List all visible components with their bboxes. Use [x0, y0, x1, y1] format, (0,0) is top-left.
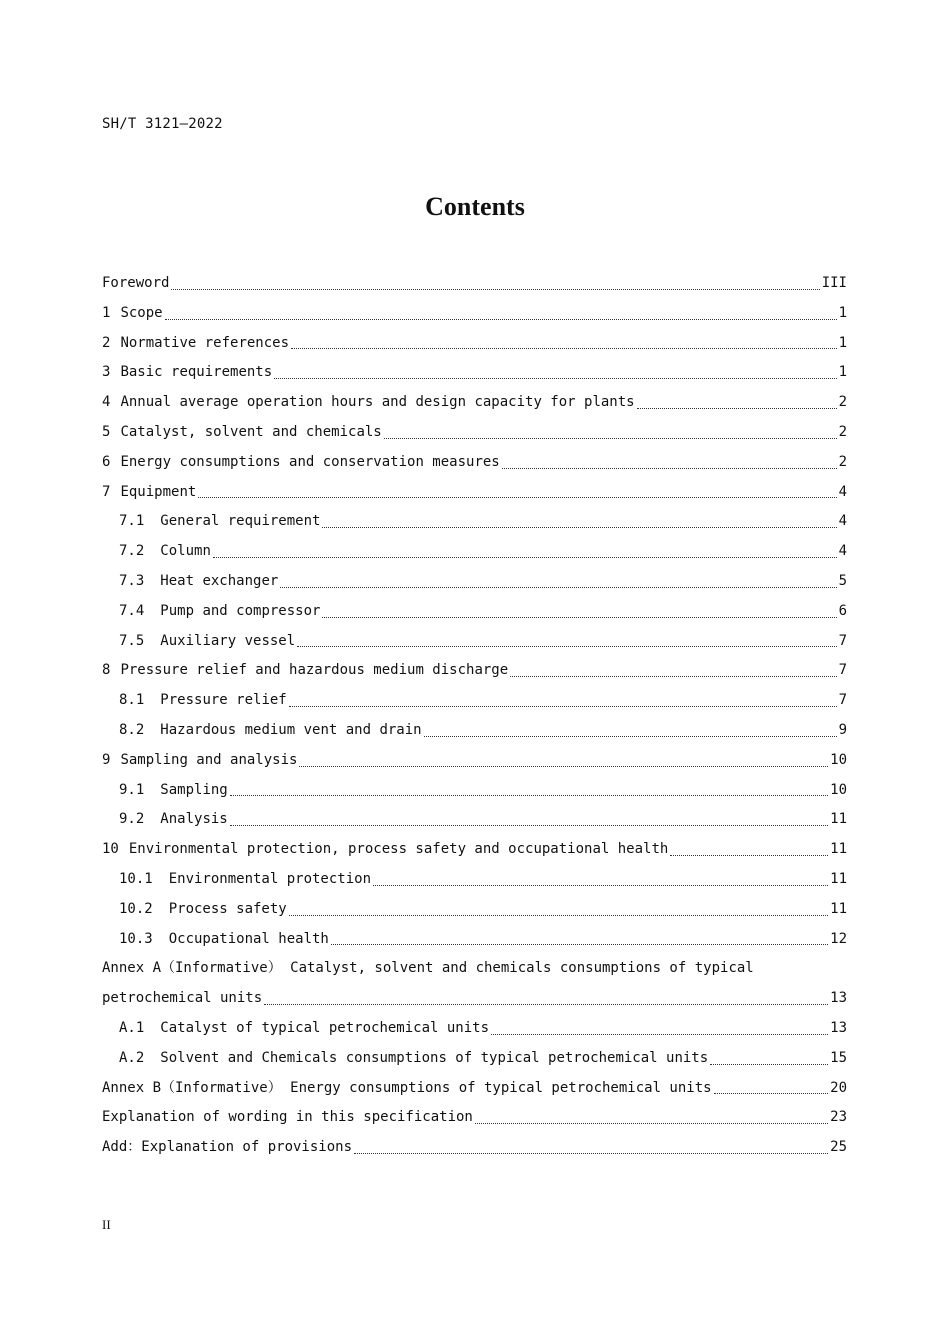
toc-entry-page: 11	[830, 841, 847, 858]
toc-entry[interactable]	[102, 567, 847, 597]
toc-entry-title: petrochemical units	[102, 990, 263, 1007]
dot-leader	[331, 943, 828, 945]
toc-entry-title: Equipment	[120, 483, 197, 500]
toc-entry-title: Sampling and analysis	[120, 751, 298, 768]
toc-entry[interactable]	[102, 805, 847, 835]
dot-leader	[637, 407, 837, 409]
toc-entry-number: 7.2	[119, 543, 145, 560]
toc-entry[interactable]	[102, 835, 847, 865]
toc-entry-page: 7	[838, 632, 847, 649]
dot-leader	[289, 705, 837, 707]
dot-leader	[297, 645, 836, 647]
toc-entry-title: General requirement	[160, 513, 321, 530]
toc-entry-page: 1	[838, 334, 847, 351]
toc-entry-page: 1	[838, 364, 847, 381]
toc-entry[interactable]	[102, 656, 847, 686]
toc-entry-page: 10	[830, 751, 847, 768]
dot-leader	[491, 1033, 828, 1035]
toc-entry[interactable]	[102, 627, 847, 657]
toc-entry-page: 1	[838, 304, 847, 321]
toc-entry[interactable]	[102, 954, 847, 984]
toc-entry[interactable]	[102, 895, 847, 925]
toc-entry-number: 7.1	[119, 513, 145, 530]
toc-entry-title: Analysis	[160, 811, 228, 828]
dot-leader	[230, 794, 828, 796]
toc-entry-number: 10.1	[119, 870, 153, 887]
dot-leader	[198, 496, 836, 498]
toc-entry[interactable]	[102, 537, 847, 567]
toc-entry-page: 2	[838, 453, 847, 470]
toc-entry-number: 8	[102, 662, 111, 679]
toc-entry-page: 9	[838, 721, 847, 738]
toc-entry-number: 8.1	[119, 692, 145, 709]
toc-entry-number: 9	[102, 751, 111, 768]
toc-entry[interactable]	[102, 1103, 847, 1133]
toc-entry-number: 10.3	[119, 930, 153, 947]
dot-leader	[424, 735, 837, 737]
toc-entry-title: Catalyst of typical petrochemical units	[160, 1019, 490, 1036]
dot-leader	[502, 467, 837, 469]
toc-entry[interactable]	[102, 686, 847, 716]
toc-entry-title: Hazardous medium vent and drain	[160, 721, 422, 738]
toc-entry-title: Normative references	[120, 334, 290, 351]
toc-entry-title: Environmental protection	[168, 870, 372, 887]
toc-entry-title: Process safety	[168, 900, 287, 917]
toc-entry[interactable]	[102, 716, 847, 746]
toc-entry-number: 7.5	[119, 632, 145, 649]
toc-entry-title: Energy consumptions and conservation measures	[120, 453, 500, 470]
page-title: Contents	[425, 192, 525, 221]
toc-entry-title: Pressure relief and hazardous medium discharge	[120, 662, 509, 679]
toc-entry-page: 15	[830, 1049, 847, 1066]
toc-entry-page: 10	[830, 781, 847, 798]
page-number: II	[102, 1217, 111, 1232]
toc-entry-number: 10	[102, 841, 119, 858]
toc-entry-number: 2	[102, 334, 111, 351]
dot-leader	[384, 437, 837, 439]
toc-entry-page: 20	[830, 1079, 847, 1096]
toc-entry-number: 7.3	[119, 572, 145, 589]
dot-leader	[171, 288, 819, 290]
dot-leader	[264, 1003, 828, 1005]
toc-entry-page: 25	[830, 1139, 847, 1156]
toc-entry-title: Annex A（Informative） Catalyst, solvent and chemicals consumptions of typical	[102, 960, 754, 977]
dot-leader	[289, 914, 828, 916]
toc-entry[interactable]	[102, 478, 847, 508]
dot-leader	[322, 616, 836, 618]
toc-entry[interactable]	[102, 776, 847, 806]
toc-entry-number: 9.2	[119, 811, 145, 828]
toc-entry-page: 6	[838, 602, 847, 619]
toc-entry[interactable]	[102, 1133, 847, 1163]
toc-entry-title: Foreword	[102, 275, 170, 291]
toc-entry-title: Auxiliary vessel	[160, 632, 296, 649]
toc-entry-page: 12	[830, 930, 847, 947]
dot-leader	[475, 1122, 828, 1124]
dot-leader	[710, 1063, 828, 1065]
dot-leader	[670, 854, 828, 856]
toc-entry-page: 7	[838, 692, 847, 709]
dot-leader	[274, 377, 836, 379]
dot-leader	[373, 884, 828, 886]
toc-entry-title: Add：Explanation of provisions	[102, 1139, 353, 1156]
toc-entry-title: Scope	[120, 304, 163, 321]
toc-entry-title: Solvent and Chemicals consumptions of typical petrochemical units	[160, 1049, 709, 1066]
toc-entry[interactable]	[102, 1074, 847, 1104]
toc-entry[interactable]	[102, 865, 847, 895]
toc-entry-title: Pressure relief	[160, 692, 287, 709]
toc-entry[interactable]	[102, 984, 847, 1014]
toc-entry[interactable]	[102, 1014, 847, 1044]
toc-entry-title: Column	[160, 543, 211, 560]
dot-leader	[230, 824, 828, 826]
toc-entry-number: 7.4	[119, 602, 145, 619]
toc-entry-number: A.2	[119, 1049, 145, 1066]
toc-entry-page: 4	[838, 543, 847, 560]
dot-leader	[165, 318, 837, 320]
toc-entry-title: Annex B（Informative） Energy consumptions of typical petrochemical units	[102, 1079, 712, 1096]
toc-entry-page: III	[821, 275, 847, 291]
toc-entry-title: Sampling	[160, 781, 228, 798]
toc-entry-title: Annual average operation hours and design capacity for plants	[120, 394, 635, 411]
dot-leader	[291, 347, 837, 349]
toc-entry-page: 2	[838, 394, 847, 411]
toc-entry-title: Catalyst, solvent and chemicals	[120, 423, 382, 440]
toc-entry-title: Environmental protection, process safety and occupational health	[128, 841, 669, 858]
toc-entry-title: Heat exchanger	[160, 572, 279, 589]
toc-entry[interactable]	[102, 358, 847, 388]
toc-entry-title: Occupational health	[168, 930, 329, 947]
toc-entry[interactable]	[102, 388, 847, 418]
toc-entry-page: 11	[830, 900, 847, 917]
toc-entry-number: 1	[102, 304, 111, 321]
dot-leader	[322, 526, 836, 528]
toc-entry[interactable]	[102, 418, 847, 448]
toc-entry[interactable]	[102, 925, 847, 955]
toc-entry-page: 23	[830, 1109, 847, 1126]
document-code: SH/T 3121—2022	[102, 116, 223, 132]
toc-entry-title: Basic requirements	[120, 364, 273, 381]
toc-entry[interactable]	[102, 507, 847, 537]
toc-entry-number: A.1	[119, 1019, 145, 1036]
toc-entry[interactable]	[102, 1044, 847, 1074]
toc-entry-number: 4	[102, 394, 111, 411]
toc-entry[interactable]	[102, 329, 847, 359]
toc-entry-page: 11	[830, 870, 847, 887]
toc-entry-page: 4	[838, 483, 847, 500]
dot-leader	[510, 675, 836, 677]
toc-entry-number: 3	[102, 364, 111, 381]
toc-entry-page: 4	[838, 513, 847, 530]
toc-entry-page: 5	[838, 572, 847, 589]
toc-entry-number: 10.2	[119, 900, 153, 917]
dot-leader	[354, 1152, 828, 1154]
dot-leader	[280, 586, 836, 588]
toc-entry-page: 2	[838, 423, 847, 440]
dot-leader	[299, 765, 828, 767]
toc-entry-title: Pump and compressor	[160, 602, 321, 619]
toc-entry[interactable]	[102, 448, 847, 478]
dot-leader	[213, 556, 837, 558]
toc-entry[interactable]	[102, 597, 847, 627]
toc-entry[interactable]	[102, 746, 847, 776]
toc-entry-page: 13	[830, 1019, 847, 1036]
toc-entry-number: 9.1	[119, 781, 145, 798]
toc-entry-page: 13	[830, 990, 847, 1007]
toc-entry-number: 7	[102, 483, 111, 500]
toc-entry-title: Explanation of wording in this specification	[102, 1109, 473, 1126]
toc-entry-page: 7	[838, 662, 847, 679]
toc-entry-page: 11	[830, 811, 847, 828]
toc-entry-number: 8.2	[119, 721, 145, 738]
toc-entry[interactable]	[102, 269, 847, 299]
table-of-contents	[102, 269, 847, 1163]
dot-leader	[714, 1092, 829, 1094]
toc-entry-number: 6	[102, 453, 111, 470]
toc-entry-number: 5	[102, 423, 111, 440]
toc-entry[interactable]	[102, 299, 847, 329]
